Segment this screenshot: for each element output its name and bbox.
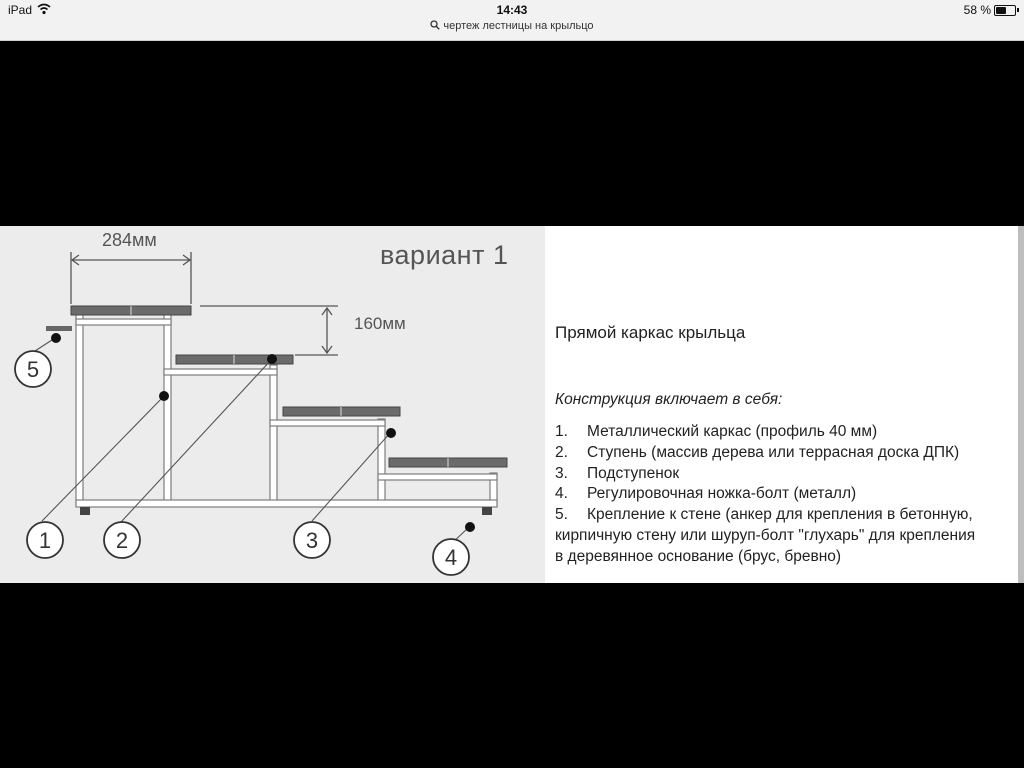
adjustable-foot — [482, 507, 492, 515]
frame-post — [378, 419, 385, 506]
stair-diagram — [0, 226, 545, 583]
battery-fill — [996, 7, 1006, 14]
adjustable-foot — [80, 507, 90, 515]
callout-label: 3 — [305, 528, 319, 553]
search-bar[interactable] — [0, 20, 1024, 32]
callout-label: 2 — [115, 528, 129, 553]
device-name: iPad — [8, 3, 33, 17]
battery-percentage: 58 % — [963, 3, 991, 17]
height-dimension-label: 160мм — [354, 314, 406, 333]
frame-post — [164, 310, 171, 506]
frame-rail — [270, 420, 385, 426]
component-list — [555, 422, 1015, 568]
frame-base — [76, 500, 497, 507]
list-item: 5. Крепление к стене (анкер для крепления в бетонную, кирпичную стену или шуруп-болт "глухарь" для крепления в деревянное основание (брус, бревно) — [555, 506, 976, 565]
list-item: 3. Подступенок — [555, 464, 680, 482]
frame-rail — [76, 319, 171, 325]
variant-title: вариант 1 — [380, 240, 509, 270]
frame-post — [270, 365, 277, 506]
width-dimension-label: 284мм — [102, 230, 157, 250]
description-heading: Прямой каркас крыльца — [555, 323, 746, 342]
dimension-lines — [71, 252, 338, 355]
frame-post — [76, 310, 83, 506]
callout-label: 4 — [444, 545, 458, 570]
clock: 14:43 — [496, 3, 528, 17]
image-edge — [1018, 226, 1024, 583]
status-bar — [0, 0, 1024, 41]
battery-icon — [994, 5, 1016, 16]
search-icon — [430, 20, 440, 30]
frame-rail — [378, 474, 497, 480]
wall-mount — [46, 326, 72, 331]
list-item: 1. Металлический каркас (профиль 40 мм) — [555, 423, 878, 440]
callout-label: 1 — [38, 528, 52, 553]
image-content[interactable] — [0, 226, 1024, 583]
search-query: чертеж лестницы на крыльцо — [443, 20, 594, 32]
description-intro: Конструкция включает в себя: — [555, 391, 783, 408]
list-item: 2. Ступень (массив дерева или террасная доска ДПК) — [555, 443, 960, 461]
treads — [71, 306, 507, 467]
list-item: 4. Регулировочная ножка-болт (металл) — [555, 485, 857, 503]
stair-frame-drawing — [0, 226, 545, 583]
battery-nub — [1017, 8, 1019, 12]
callout-label: 5 — [26, 357, 40, 382]
